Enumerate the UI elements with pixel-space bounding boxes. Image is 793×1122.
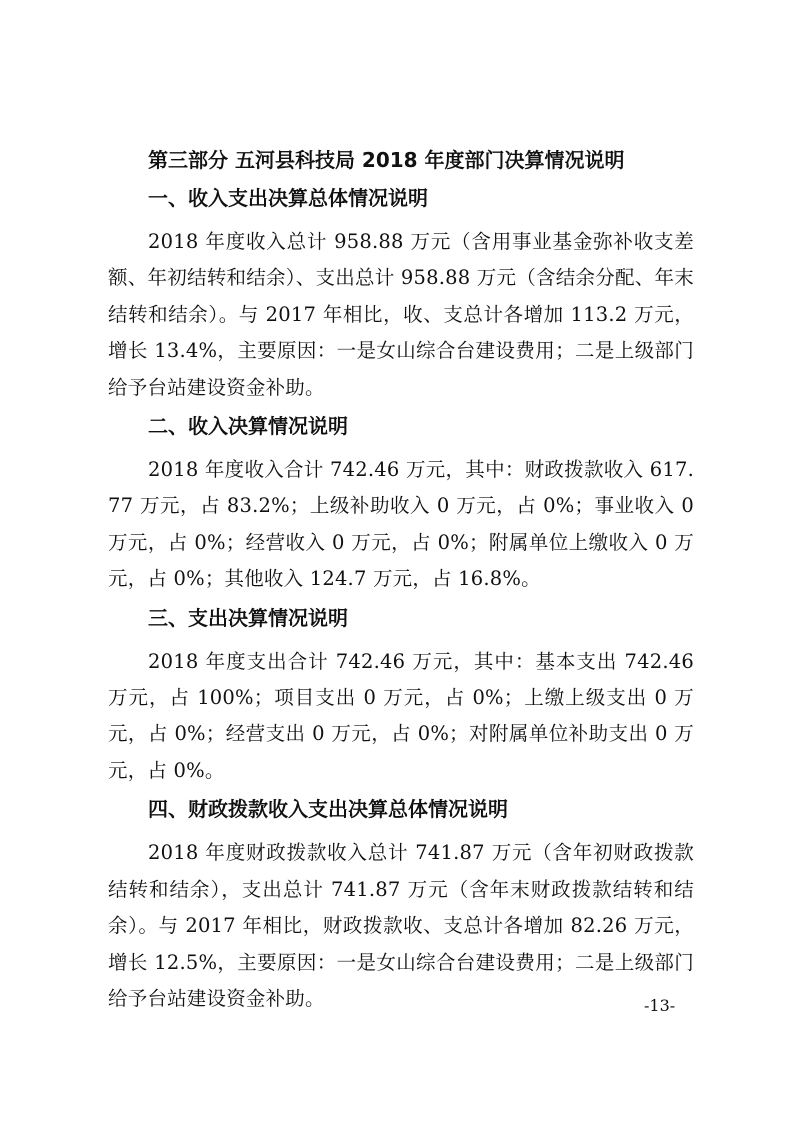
- page-number: -13-: [644, 996, 676, 1015]
- section-heading-3: 三、支出决算情况说明: [148, 605, 348, 630]
- section-heading-4: 四、财政拨款收入支出决算总体情况说明: [148, 797, 508, 822]
- section-heading-1: 一、收入支出决算总体情况说明: [148, 186, 428, 210]
- document-title: 第三部分 五河县科技局 2018 年度部门决算情况说明: [148, 148, 625, 172]
- section-heading-2: 二、收入决算情况说明: [148, 414, 348, 439]
- section-paragraph-4: 2018 年度财政拨款收入总计 741.87 万元（含年初财政拨款结转和结余），支出总计 741.87 万元（含年末财政拨款结转和结余）。与 2017 年相比，财政拨款收、支总计各增加 82.26 万元，增长 12.5%，主要原因：一是女山综合台建设费用；二是上级部门给予台站建设资金补助。: [108, 841, 694, 1010]
- section-paragraph-2: 2018 年度收入合计 742.46 万元，其中：财政拨款收入 617.77 万元，占 83.2%；上级补助收入 0 万元，占 0%；事业收入 0 万元，占 0%；经营收入 0 万元，占 0%；附属单位上缴收入 0 万元，占 0%；其他收入 124.7 万元，占 16.8%。: [108, 458, 694, 591]
- document-body: [108, 140, 694, 1023]
- section-paragraph-1: 2018 年度收入总计 958.88 万元（含用事业基金弥补收支差额、年初结转和结余）、支出总计 958.88 万元（含结余分配、年末结转和结余）。与 2017 年相比，收、支总计各增加 113.2 万元，增长 13.4%，主要原因：一是女山综合台建设费用；二是上级部门给予台站建设资金补助。: [108, 230, 694, 399]
- section-paragraph-3: 2018 年度支出合计 742.46 万元，其中：基本支出 742.46 万元，占 100%；项目支出 0 万元，占 0%；上缴上级支出 0 万元，占 0%；经营支出 0 万元，占 0%；对附属单位补助支出 0 万元，占 0%。: [108, 649, 694, 782]
